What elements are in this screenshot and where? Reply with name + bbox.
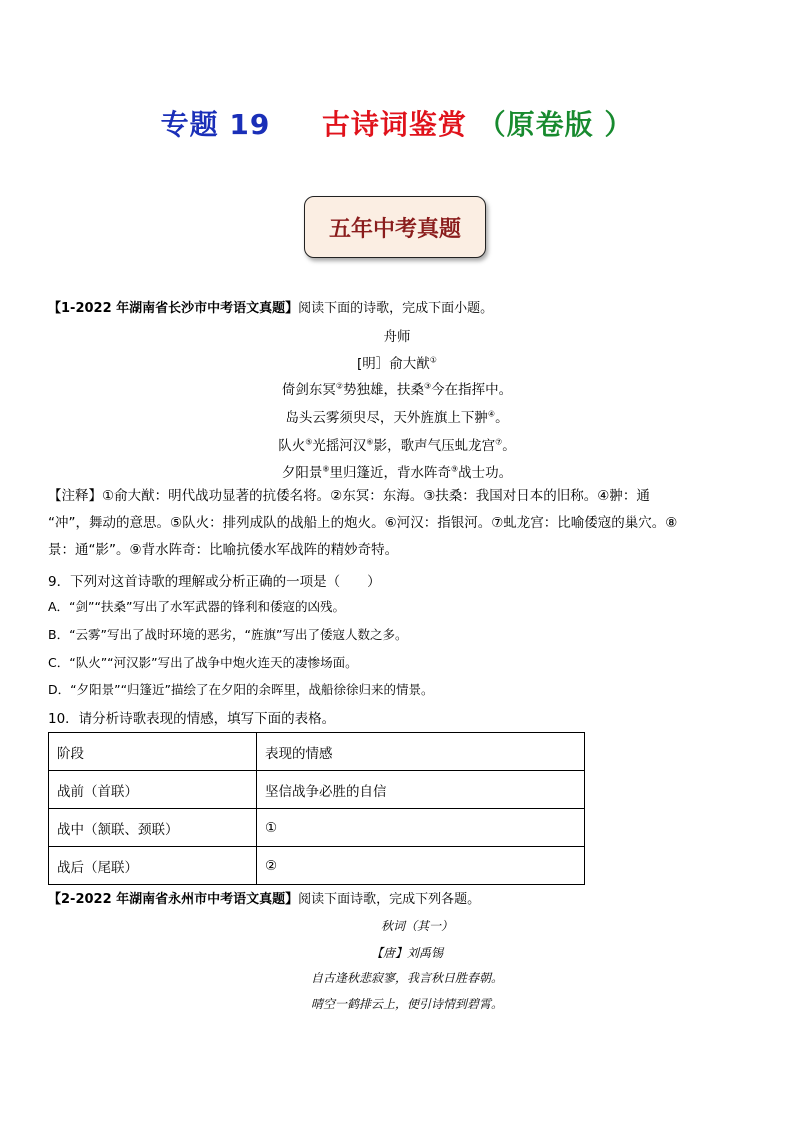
poem-2-line-2: 晴空一鹤排云上，便引诗情到碧霄。 — [310, 997, 503, 1011]
question-2-intro — [48, 888, 480, 907]
poem-1-line-2: 岛头云雾须臾尽，天外旌旗上下翀④。 — [285, 409, 509, 426]
table-header-cell: 表现的情感 — [257, 733, 585, 771]
question-9: 9．下列对这首诗歌的理解或分析正确的一项是（ ） — [48, 574, 381, 590]
option-c: C．“队火”“河汉影”写出了战争中炮火连天的凄惨场面。 — [48, 655, 358, 670]
table-cell: 战后（尾联） — [49, 847, 257, 885]
question-1-instruction: 阅读下面的诗歌，完成下面小题。 — [298, 301, 494, 316]
poem-1-notes — [48, 483, 748, 564]
question-10: 10．请分析诗歌表现的情感，填写下面的表格。 — [48, 711, 336, 727]
option-b: B．“云雾”写出了战时环境的恶劣，“旌旗”写出了倭寇人数之多。 — [48, 627, 408, 642]
poem-1-line-3: 队火⑤光摇河汉⑥影，歌声气压虬龙宫⑦。 — [278, 437, 516, 454]
title-topic-number: 专题 19 — [160, 108, 271, 141]
question-2-source: 【2-2022 年湖南省永州市中考语文真题】 — [48, 892, 299, 907]
question-1-intro — [48, 297, 493, 316]
table-row — [49, 847, 585, 885]
table-cell: 战前（首联） — [49, 771, 257, 809]
option-d: D．“夕阳景”“归篷近”描绘了在夕阳的余晖里，战船徐徐归来的情景。 — [48, 682, 434, 697]
poem-1-line-4: 夕阳景⑧里归篷近，背水阵奇⑨战士功。 — [281, 464, 513, 481]
title-topic-name: 古诗词鉴赏 — [321, 108, 467, 141]
table-header-cell: 阶段 — [49, 733, 257, 771]
section-banner: 五年中考真题 — [304, 196, 486, 258]
table-answer-cell: ① — [257, 809, 585, 847]
poem-1-line-1: 倚剑东冥②势独雄，扶桑③今在指挥中。 — [281, 381, 513, 398]
table-answer-cell: ② — [257, 847, 585, 885]
note-line: 景：通“影”。⑨背水阵奇：比喻抗倭水军战阵的精妙奇特。 — [48, 542, 399, 558]
table-cell: 战中（颔联、颈联） — [49, 809, 257, 847]
table-row — [49, 809, 585, 847]
question-2-instruction: 阅读下面诗歌，完成下列各题。 — [298, 892, 481, 907]
note-line: 【注释】①俞大猷：明代战功显著的抗倭名将。②东冥：东海。③扶桑：我国对日本的旧称。④翀：通 — [48, 488, 650, 504]
poem-1-title: 舟师 — [383, 329, 411, 345]
poem-2-line-1: 自古逢秋悲寂寥，我言秋日胜春朝。 — [310, 971, 503, 985]
note-line: “冲”，舞动的意思。⑤队火：排列成队的战船上的炮火。⑥河汉：指银河。⑦虬龙宫：比喻倭寇的巢穴。⑧ — [48, 515, 678, 531]
question-1-source: 【1-2022 年湖南省长沙市中考语文真题】 — [48, 301, 299, 316]
poem-2-title: 秋词（其一） — [380, 919, 453, 933]
table-row — [49, 771, 585, 809]
table-header-row — [49, 733, 585, 771]
table-cell: 坚信战争必胜的自信 — [257, 771, 585, 809]
poem-2-author: 【唐】刘禹锡 — [370, 946, 443, 960]
title-edition: （原卷版 ） — [477, 108, 634, 141]
option-a: A．“剑”“扶桑”写出了水军武器的锋利和倭寇的凶残。 — [48, 599, 345, 614]
page-title — [0, 103, 794, 143]
poem-1-author: [明］俞大猷① — [357, 355, 437, 372]
emotion-table — [48, 732, 585, 885]
